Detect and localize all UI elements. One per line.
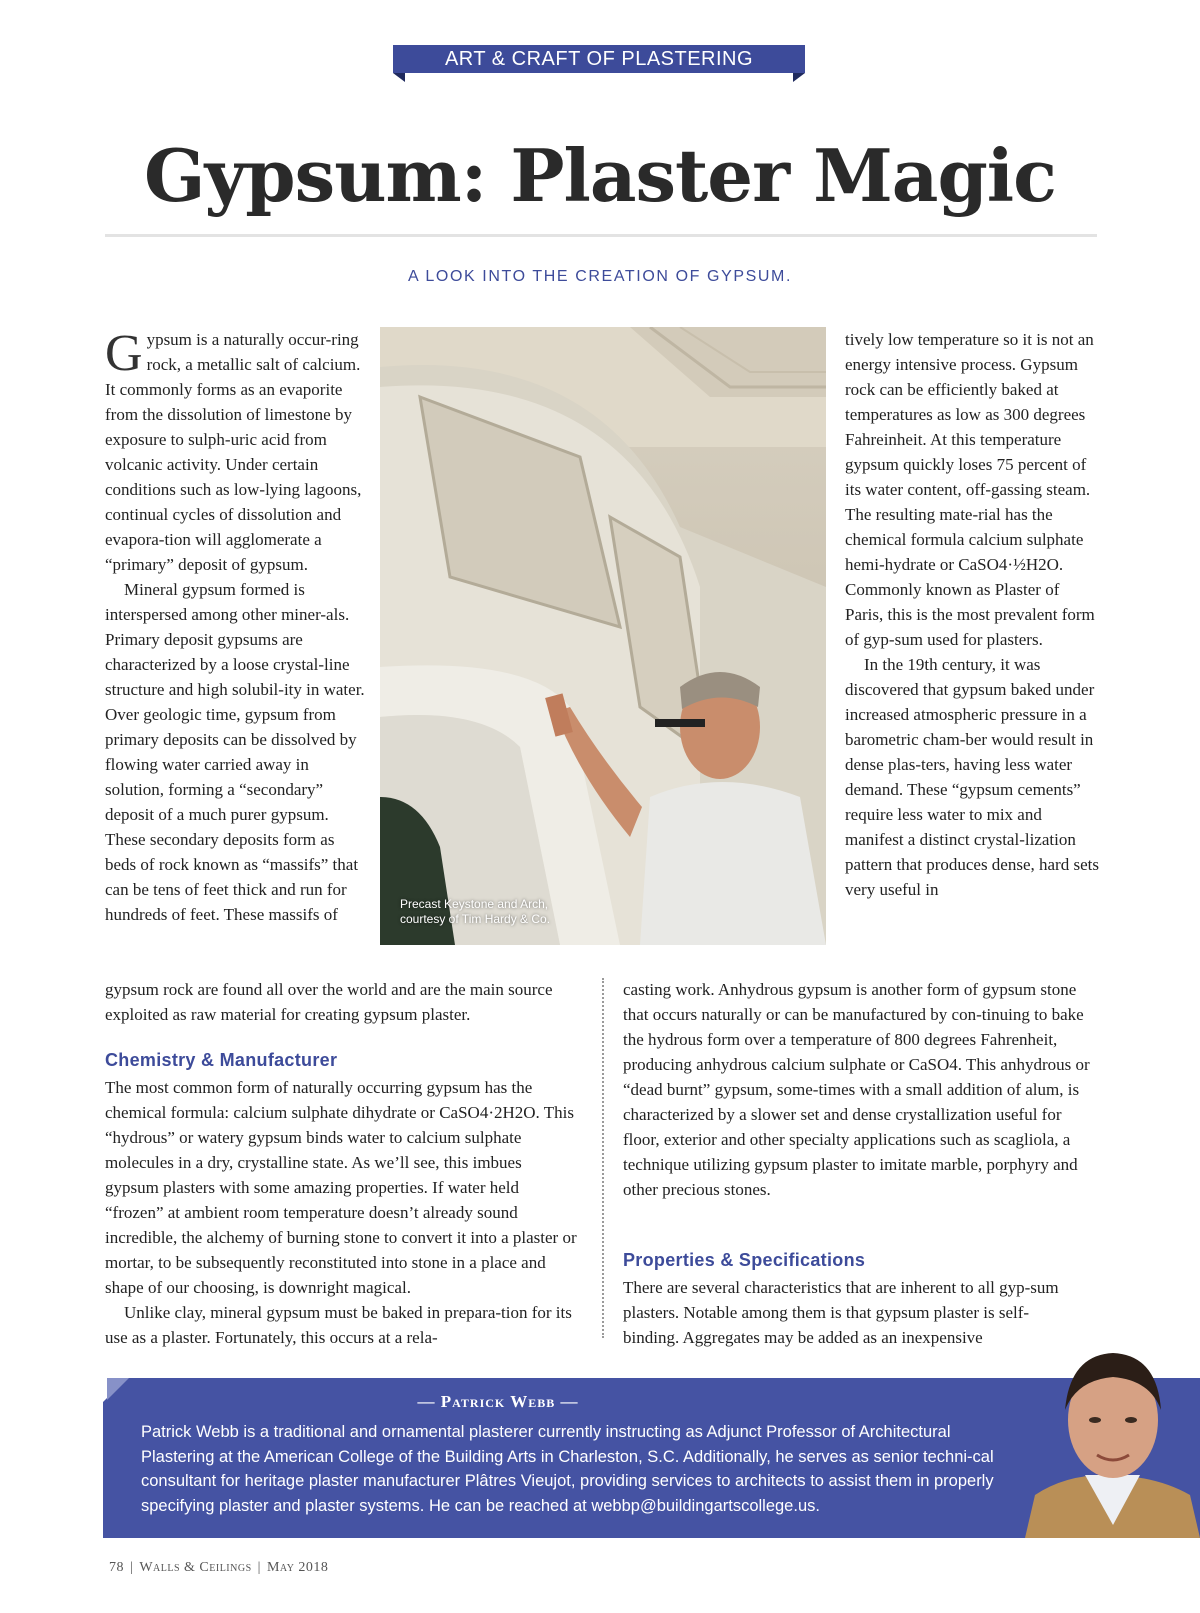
column-right [845, 327, 1100, 902]
column-left [105, 327, 365, 927]
photo-illustration [380, 327, 826, 945]
section-banner-label: ART & CRAFT OF PLASTERING [444, 48, 754, 70]
article-title: Gypsum: Plaster Magic [143, 133, 1056, 218]
drop-cap: G [105, 325, 143, 382]
photo-caption [400, 897, 550, 927]
intro-paragraph: ypsum is a naturally occur-ring rock, a metallic salt of calcium. It commonly forms as an evaporite from the dissolution of limestone by exposure to sulph-uric acid from volcanic activity. Under certain conditions such as low-lying lagoons, continual cycles of dissolution and evapora-tion will agglomerate a “primary” deposit of gypsum. [105, 330, 362, 574]
author-portrait [1025, 1325, 1200, 1538]
chemistry-body [105, 1075, 579, 1350]
article-subtitle: A LOOK INTO THE CREATION OF GYPSUM. [407, 268, 793, 285]
title-rule [105, 234, 1097, 237]
paragraph-chemistry: The most common form of naturally occurring gypsum has the chemical formula: calcium sulphate dihydrate or CaSO4·2H2O. This “hydrous” or watery gypsum binds water to calcium sulphate molecules in a dry, crystalline state. As we’ll see, this imbues gypsum plasters with some amazing properties. If water held “frozen” at ambient room temperature doesn’t already sound incredible, the alchemy of burning stone to convert it into a plaster or mortar, to be subsequently reconstituted into stone in a place and shape of our choosing, is downright magical. [105, 1078, 577, 1297]
section-banner [393, 45, 805, 73]
heading-properties: Properties & Specifications [623, 1250, 866, 1270]
column-divider [602, 978, 604, 1338]
banner-fold-left [393, 73, 405, 82]
paragraph-19th-century: In the 19th century, it was discovered that gypsum baked under increased atmospheric pressure in a barometric cham-ber would result in dense plas-ters, having less water demand. These “gypsum cements” require less water to mix and manifest a distinct crystal-lization pattern that produces dense, hard sets very useful in [845, 655, 1099, 899]
page-footer: 78 | Walls & Ceilings | May 2018 [109, 1560, 329, 1575]
issue-date: May 2018 [266, 1560, 329, 1575]
paragraph-properties: There are several characteristics that are inherent to all gyp-sum plasters. Notable among them is that gypsum plaster is self-binding. Aggregates may be added as an inexpensive [623, 1278, 1059, 1347]
heading-chemistry: Chemistry & Manufacturer [105, 1050, 338, 1070]
paragraph-clay: Unlike clay, mineral gypsum must be baked in prepara-tion for its use as a plaster. Fortunately, this occurs at a rela- [105, 1303, 572, 1347]
paragraph-massifs-continued: gypsum rock are found all over the world and are the main source exploited as raw material for creating gypsum plaster. [105, 980, 553, 1024]
paragraph-baking: tively low temperature so it is not an energy intensive process. Gypsum rock can be efficiently baked at temperatures as low as 300 degrees Fahreinheit. At this temperature gypsum quickly loses 75 percent of its water content, off-gassing steam. The resulting mate-rial has the chemical formula calcium sulphate hemi-hydrate or CaSO4·½H2O. Commonly known as Plaster of Paris, this is the most prevalent form of gyp-sum used for plasters. [845, 330, 1095, 649]
photo-caption-line1: Precast Keystone and Arch, [400, 897, 549, 911]
banner-fold-right [793, 73, 805, 82]
author-bio-text: Patrick Webb is a traditional and ornamental plasterer currently instructing as Adjunct Professor of Architectural Plastering at the American College of the Building Arts in Charleston, S.C. Additionally, he serves as senior techni-cal consultant for heritage plaster manufacturer Plâtres Vieujot, providing services to architects to assist them in properly specifying plaster and plaster systems. He can be reached at webbp@buildingartscollege.us. [141, 1423, 994, 1515]
page-number: 78 [109, 1560, 124, 1575]
photo-keystone-arch [380, 327, 826, 945]
photo-caption-line2: courtesy of Tim Hardy & Co. [400, 912, 551, 926]
paragraph-mineral-gypsum: Mineral gypsum formed is interspersed among other miner-als. Primary deposit gypsums are characterized by a loose crystal-line structure and high solubil-ity in water. Over geologic time, gypsum from primary deposits can be dissolved by flowing water carried away in solution, forming a “secondary” deposit of a much purer gypsum. These secondary deposits form as beds of rock known as “massifs” that can be tens of feet thick and run for hundreds of feet. These massifs of [105, 580, 365, 924]
paragraph-anhydrous: casting work. Anhydrous gypsum is another form of gypsum stone that occurs naturally or can be manufactured by con-tinuing to bake the hydrous form over a temperature of 800 degrees Fahrenheit, producing anhydrous calcium sulphate or CaSO4. This anhydrous or “dead burnt” gypsum, some-times with a small addition of alum, is characterized by a slower set and dense crystallization useful for floor, exterior and other specialty applications such as scagliola, a technique utilizing gypsum plaster to imitate marble, porphyry and other precious stones. [623, 980, 1090, 1199]
magazine-name: Walls & Ceilings [139, 1560, 252, 1575]
author-name: — Patrick Webb — [417, 1392, 579, 1411]
